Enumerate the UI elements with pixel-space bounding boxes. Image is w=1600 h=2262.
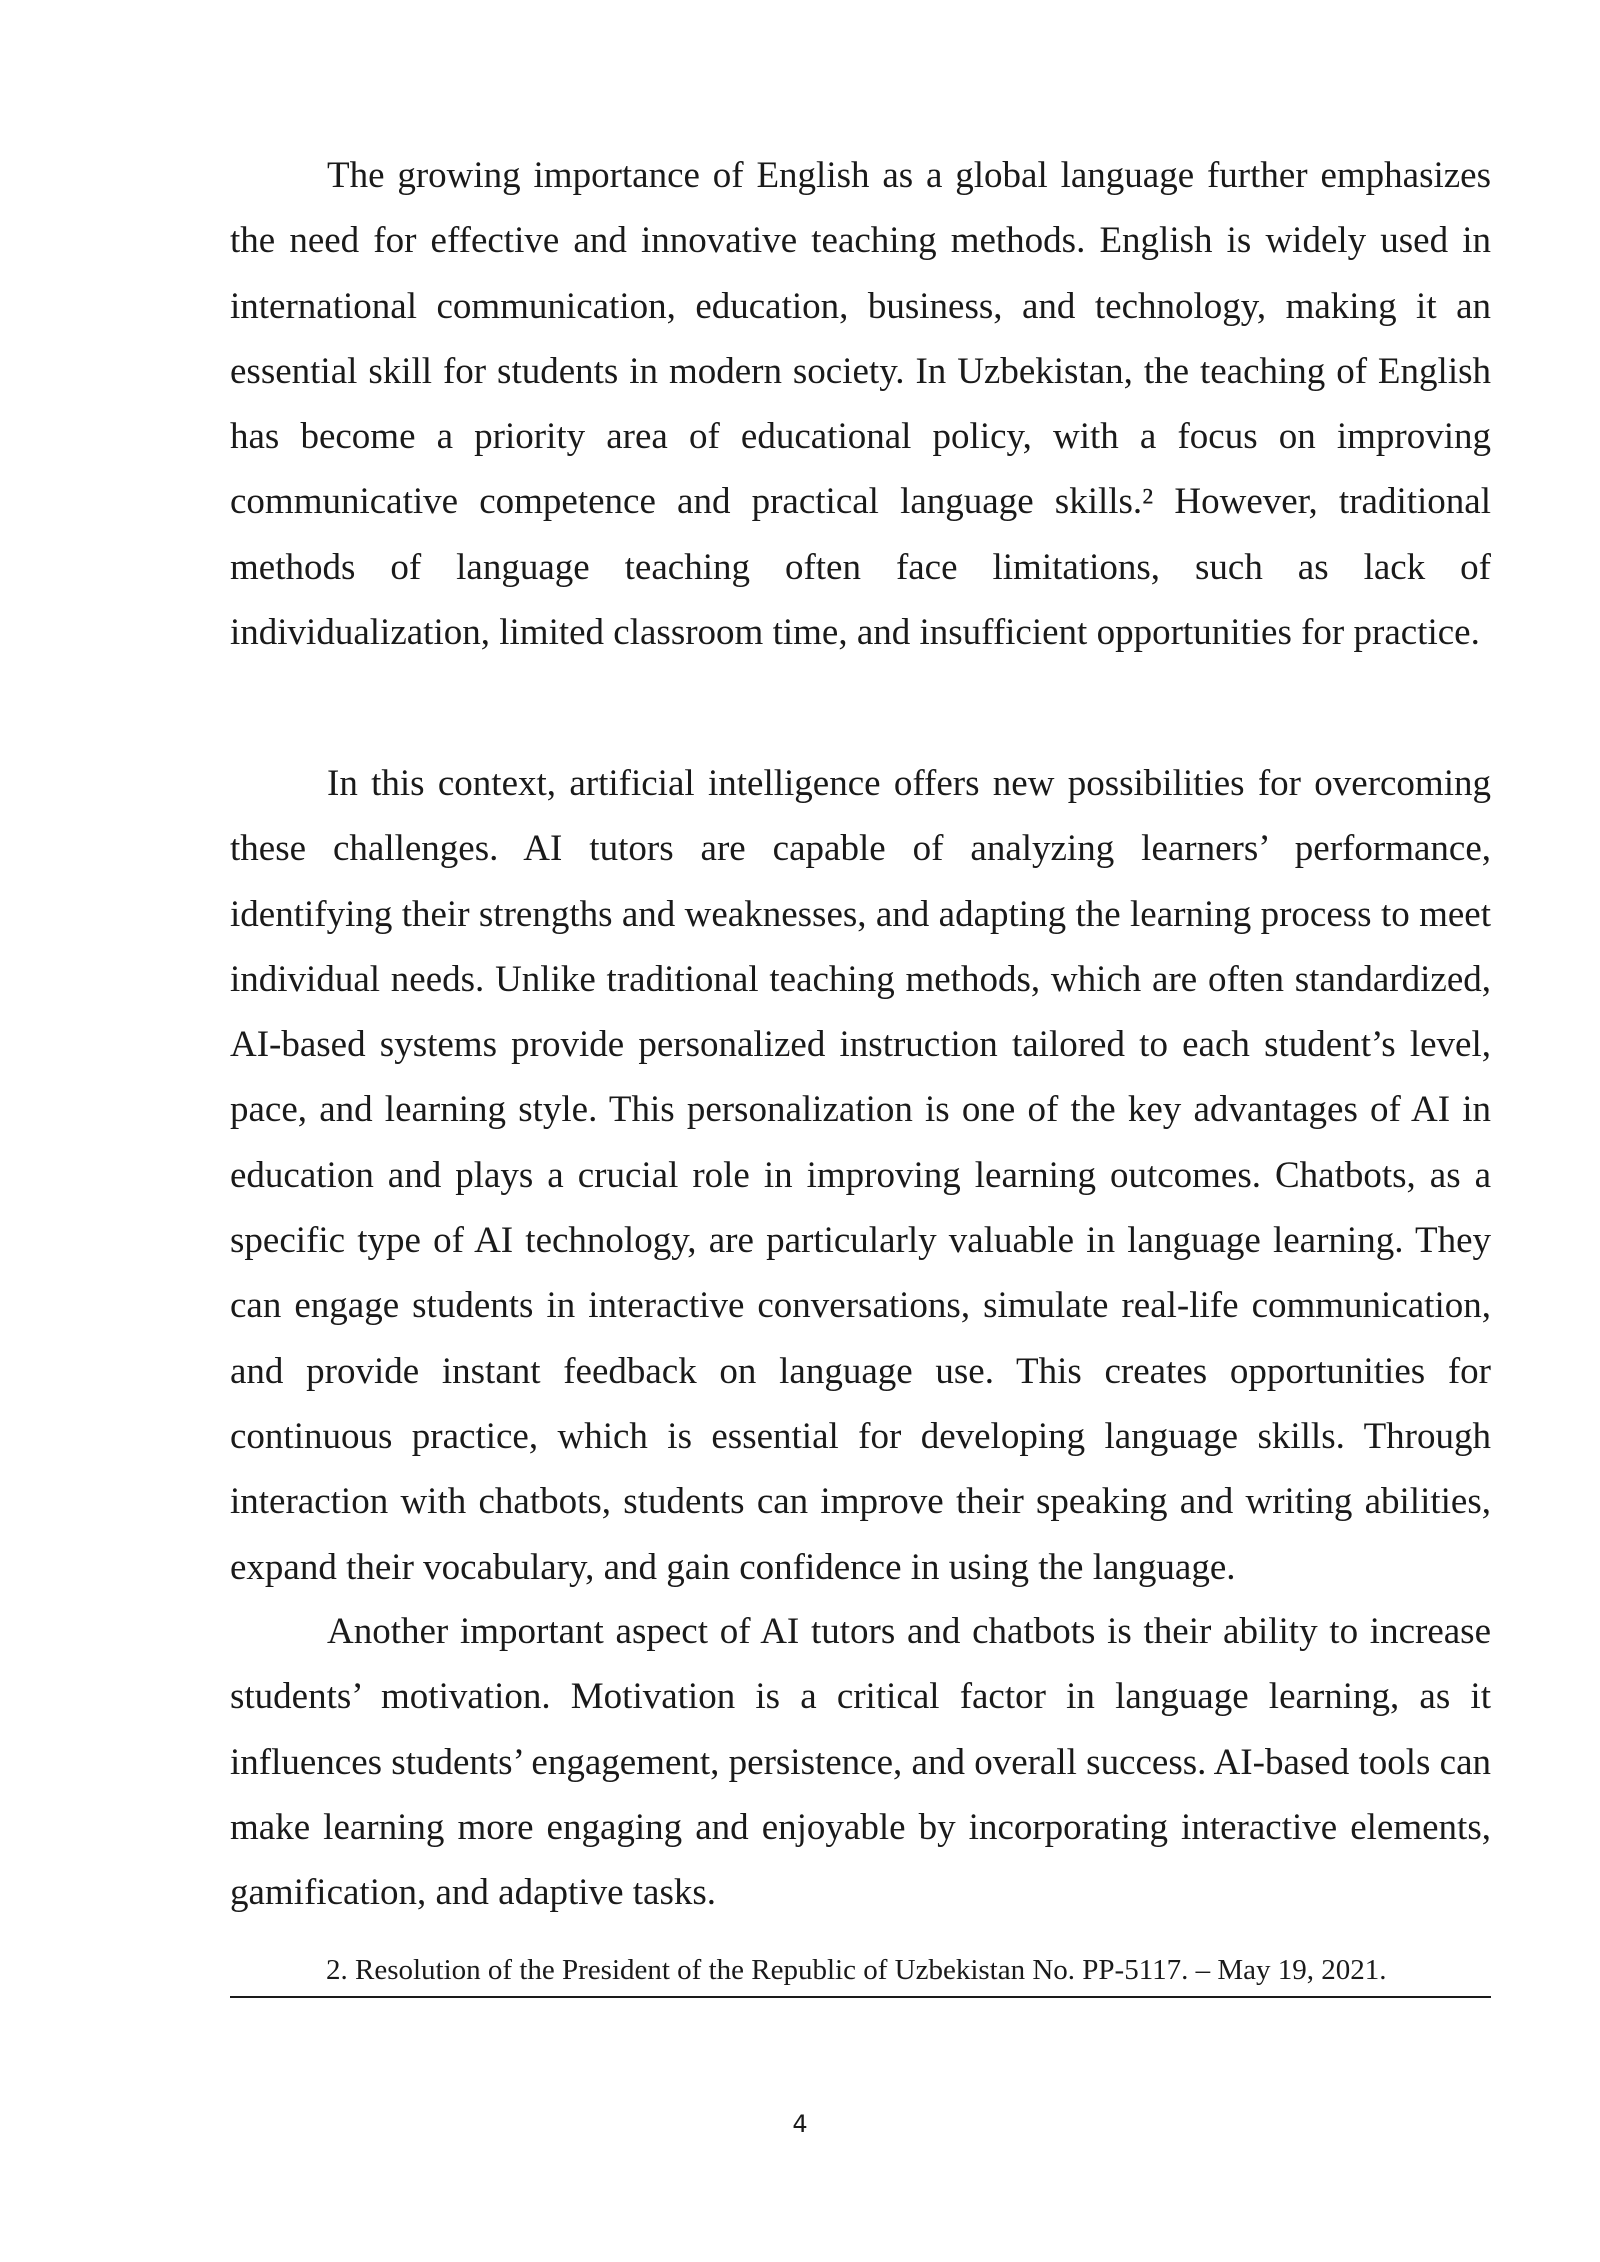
footnote: 2. Resolution of the President of the Republic of Uzbekistan No. PP-5117. – May 19, 2021. [230, 1948, 1491, 1998]
page-number: 4 [792, 2110, 808, 2138]
body-paragraph-3: Another important aspect of AI tutors and chatbots is their ability to increase students’ motivation. Motivation is a critical factor in language learning, as it influences students’ engagement, persistence, and overall success. AI-based tools can make learning more engaging and enjoyable by incorporating interactive elements, gamification, and adaptive tasks. [230, 1611, 1491, 1914]
body-paragraph-1: The growing importance of English as a global language further emphasizes the need for effective and innovative teaching methods. English is widely used in international communication, education, business, and technology, making it an essential skill for students in modern society. In Uzbekistan, the teaching of English has become a priority area of educational policy, with a focus on improving communicative competence and practical language skills.² However, traditional methods of language teaching often face limitations, such as lack of individualization, limited classroom time, and insufficient opportunities for practice. [230, 155, 1491, 654]
body-paragraph-2: In this context, artificial intelligence offers new possibilities for overcoming these challenges. AI tutors are capable of analyzing learners’ performance, identifying their strengths and weaknesses, and adapting the learning process to meet individual needs. Unlike traditional teaching methods, which are often standardized, AI-based systems provide personalized instruction tailored to each student’s level, pace, and learning style. This personalization is one of the key advantages of AI in education and plays a crucial role in improving learning outcomes. Chatbots, as a specific type of AI technology, are particularly valuable in language learning. They can engage students in interactive conversations, simulate real-life communication, and provide instant feedback on language use. This creates opportunities for continuous practice, which is essential for developing language skills. Through interaction with chatbots, students can improve their speaking and writing abilities, expand their vocabulary, and gain confidence in using the language. [230, 763, 1491, 1588]
